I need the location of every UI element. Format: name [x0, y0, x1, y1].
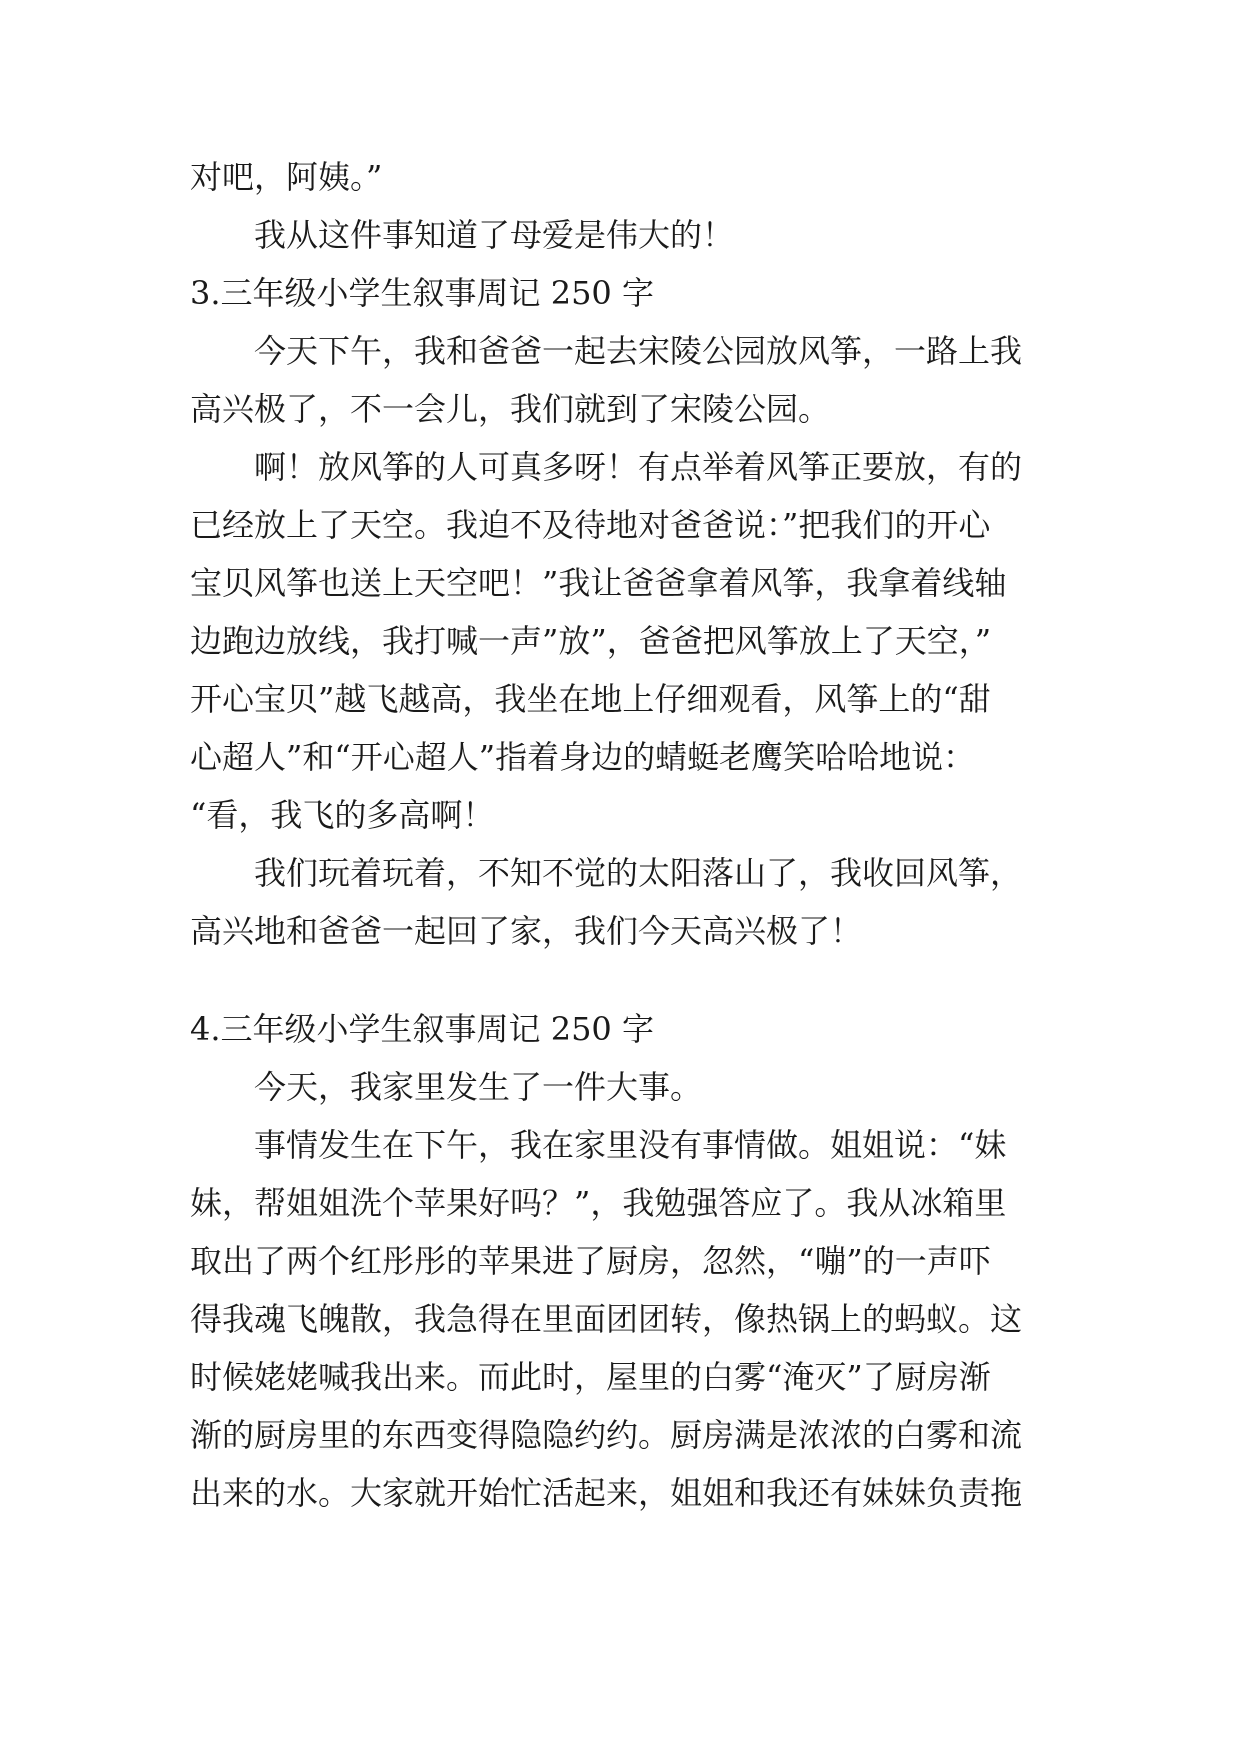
text-line: 我从这件事知道了母爱是伟大的！ [254, 216, 735, 254]
section-gap [190, 960, 1055, 1000]
text-line: 高兴极了，不一会儿，我们就到了宋陵公园。 [190, 390, 831, 428]
text-line: 边跑边放线，我打喊一声”放”，爸爸把风筝放上了天空，” [190, 622, 992, 660]
text-line: 今天下午，我和爸爸一起去宋陵公园放风筝，一路上我 [254, 332, 1023, 370]
text-line: 渐的厨房里的东西变得隐隐约约。厨房满是浓浓的白雾和流 [190, 1416, 1023, 1454]
text-line: 事情发生在下午，我在家里没有事情做。姐姐说：“妹 [254, 1126, 1007, 1164]
text-line: 妹，帮姐姐洗个苹果好吗？”，我勉强答应了。我从冰箱里 [190, 1184, 1007, 1222]
text-line: 对吧，阿姨。” [190, 158, 383, 196]
text-line: 出来的水。大家就开始忙活起来，姐姐和我还有妹妹负责拖 [190, 1474, 1023, 1512]
text-line: 啊！放风筝的人可真多呀！有点举着风筝正要放，有的 [254, 448, 1023, 486]
text-line: 得我魂飞魄散，我急得在里面团团转，像热锅上的蚂蚁。这 [190, 1300, 1023, 1338]
text-line: 高兴地和爸爸一起回了家，我们今天高兴极了！ [190, 912, 863, 950]
text-line: 心超人”和“开心超人”指着身边的蜻蜓老鹰笑哈哈地说： [190, 738, 976, 776]
text-line: 宝贝风筝也送上天空吧！”我让爸爸拿着风筝，我拿着线轴 [190, 564, 1007, 602]
text-line: 时候姥姥喊我出来。而此时，屋里的白雾“淹灭”了厨房渐 [190, 1358, 991, 1396]
text-line: 我们玩着玩着，不知不觉的太阳落山了，我收回风筝， [254, 854, 1023, 892]
text-line: 已经放上了天空。我迫不及待地对爸爸说：”把我们的开心 [190, 506, 991, 544]
section-heading: 3.三年级小学生叙事周记 250 字 [190, 274, 654, 312]
document-body [190, 148, 1055, 1522]
text-line: 开心宝贝”越飞越高，我坐在地上仔细观看，风筝上的“甜 [190, 680, 991, 718]
text-line: 今天，我家里发生了一件大事。 [254, 1068, 703, 1106]
section-heading: 4.三年级小学生叙事周记 250 字 [190, 1010, 654, 1048]
text-line: 取出了两个红彤彤的苹果进了厨房，忽然，“嘣”的一声吓 [190, 1242, 991, 1280]
text-line: “看，我飞的多高啊！ [190, 796, 495, 834]
